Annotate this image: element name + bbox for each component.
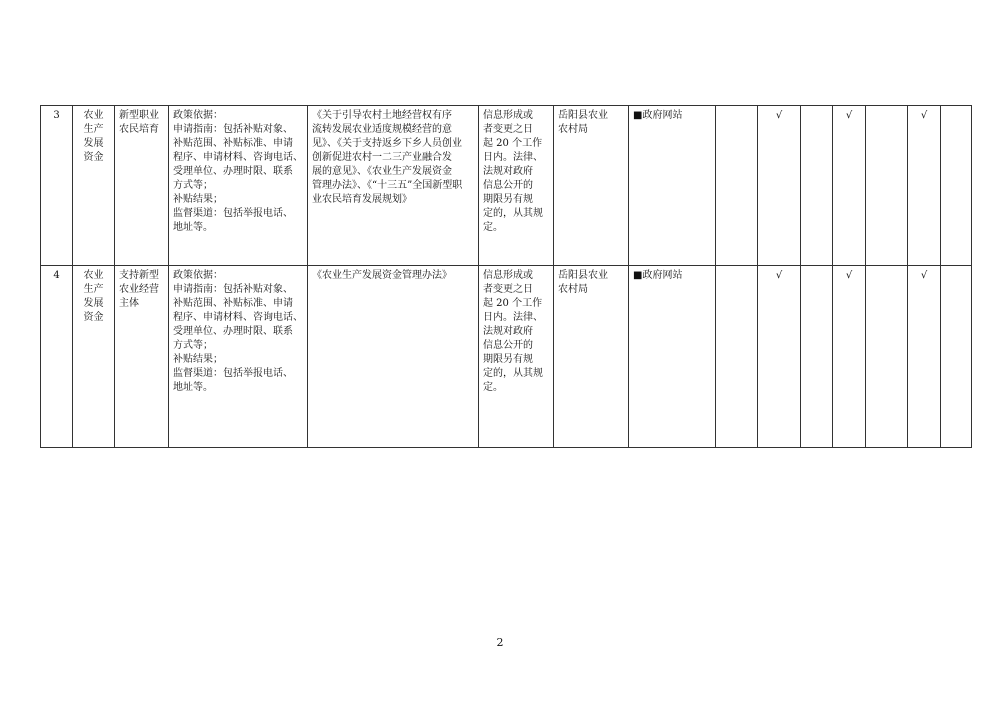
content-line: 补贴范围、补贴标准、申请 [173, 298, 293, 309]
timing-cell [479, 266, 554, 448]
check-cell [716, 266, 758, 448]
timing-line: 日内。法律、 [483, 152, 543, 163]
content-line: 补贴结果； [173, 354, 223, 365]
unit-line: 农村局 [558, 284, 588, 295]
basis-line: 见》、《关于支持返乡下乡人员创业 [312, 138, 462, 149]
timing-line: 信息公开的 [483, 340, 533, 351]
timing-line: 信息形成或 [483, 110, 533, 121]
check-cell [716, 106, 758, 266]
basis-line: 创新促进农村一二三产业融合发 [312, 152, 452, 163]
basis-cell [308, 106, 479, 266]
content-line: 程序、申请材料、咨询电话、 [173, 152, 303, 163]
content-line: 补贴结果； [173, 194, 223, 205]
timing-cell [479, 106, 554, 266]
unit-line: 农村局 [558, 124, 588, 135]
check-cell: √ [908, 106, 941, 266]
content-line: 程序、申请材料、咨询电话、 [173, 312, 303, 323]
check-cell: √ [833, 266, 866, 448]
disclosure-table [40, 105, 972, 448]
check-cell [866, 266, 908, 448]
unit-cell [554, 106, 629, 266]
content-line: 受理单位、办理时限、联系 [173, 166, 293, 177]
row-number: 4 [41, 266, 73, 448]
table-row [41, 266, 972, 448]
basis-line: 流转发展农业适度规模经营的意 [312, 124, 452, 135]
content-line: 方式等； [173, 180, 213, 191]
basis-cell [308, 266, 479, 448]
content-cell [169, 106, 308, 266]
check-cell [801, 106, 833, 266]
unit-line: 岳阳县农业 [558, 270, 608, 281]
timing-line: 定的，从其规 [483, 208, 543, 219]
timing-line: 者变更之日 [483, 284, 533, 295]
content-cell [169, 266, 308, 448]
channel-text: ■政府网站 [633, 110, 683, 121]
subcategory-cell [115, 106, 169, 266]
basis-line: 业农民培育发展规划》 [312, 194, 412, 205]
row-number: 3 [41, 106, 73, 266]
content-line: 申请指南：包括补贴对象、 [173, 284, 293, 295]
table-row [41, 106, 972, 266]
timing-line: 起 20 个工作 [483, 138, 543, 149]
subcategory-cell [115, 266, 169, 448]
timing-line: 起 20 个工作 [483, 298, 543, 309]
check-cell: √ [758, 266, 801, 448]
timing-line: 定。 [483, 222, 503, 233]
content-line: 受理单位、办理时限、联系 [173, 326, 293, 337]
channel-cell [629, 106, 716, 266]
timing-line: 者变更之日 [483, 124, 533, 135]
content-line: 方式等； [173, 340, 213, 351]
unit-line: 岳阳县农业 [558, 110, 608, 121]
content-line: 监督渠道：包括举报电话、 [173, 208, 293, 219]
timing-line: 定的，从其规 [483, 368, 543, 379]
content-line: 监督渠道：包括举报电话、 [173, 368, 293, 379]
category-text: 农业生产发展资金 [83, 270, 104, 323]
channel-text: ■政府网站 [633, 270, 683, 281]
unit-cell [554, 266, 629, 448]
check-cell [866, 106, 908, 266]
timing-line: 定。 [483, 382, 503, 393]
basis-line: 《农业生产发展资金管理办法》 [312, 270, 452, 281]
page-number: 2 [496, 636, 504, 649]
timing-line: 信息公开的 [483, 180, 533, 191]
timing-line: 法规对政府 [483, 326, 533, 337]
category-cell [73, 266, 115, 448]
check-cell [941, 106, 972, 266]
timing-line: 日内。法律、 [483, 312, 543, 323]
content-line: 申请指南：包括补贴对象、 [173, 124, 293, 135]
check-cell: √ [908, 266, 941, 448]
content-line: 补贴范围、补贴标准、申请 [173, 138, 293, 149]
content-line: 政策依据： [173, 110, 223, 121]
timing-line: 期限另有规 [483, 354, 533, 365]
timing-line: 信息形成或 [483, 270, 533, 281]
content-line: 地址等。 [173, 222, 213, 233]
subcategory-text: 支持新型农业经营主体 [119, 270, 159, 309]
timing-line: 法规对政府 [483, 166, 533, 177]
basis-line: 展的意见》、《农业生产发展资金 [312, 166, 452, 177]
check-cell [941, 266, 972, 448]
content-line: 政策依据： [173, 270, 223, 281]
check-cell [801, 266, 833, 448]
check-cell: √ [758, 106, 801, 266]
category-cell [73, 106, 115, 266]
basis-line: 《关于引导农村土地经营权有序 [312, 110, 452, 121]
subcategory-text: 新型职业农民培育 [119, 110, 159, 135]
category-text: 农业生产发展资金 [83, 110, 104, 163]
channel-cell [629, 266, 716, 448]
content-line: 地址等。 [173, 382, 213, 393]
check-cell: √ [833, 106, 866, 266]
basis-line: 管理办法》、《“十三五”全国新型职 [312, 180, 463, 191]
timing-line: 期限另有规 [483, 194, 533, 205]
